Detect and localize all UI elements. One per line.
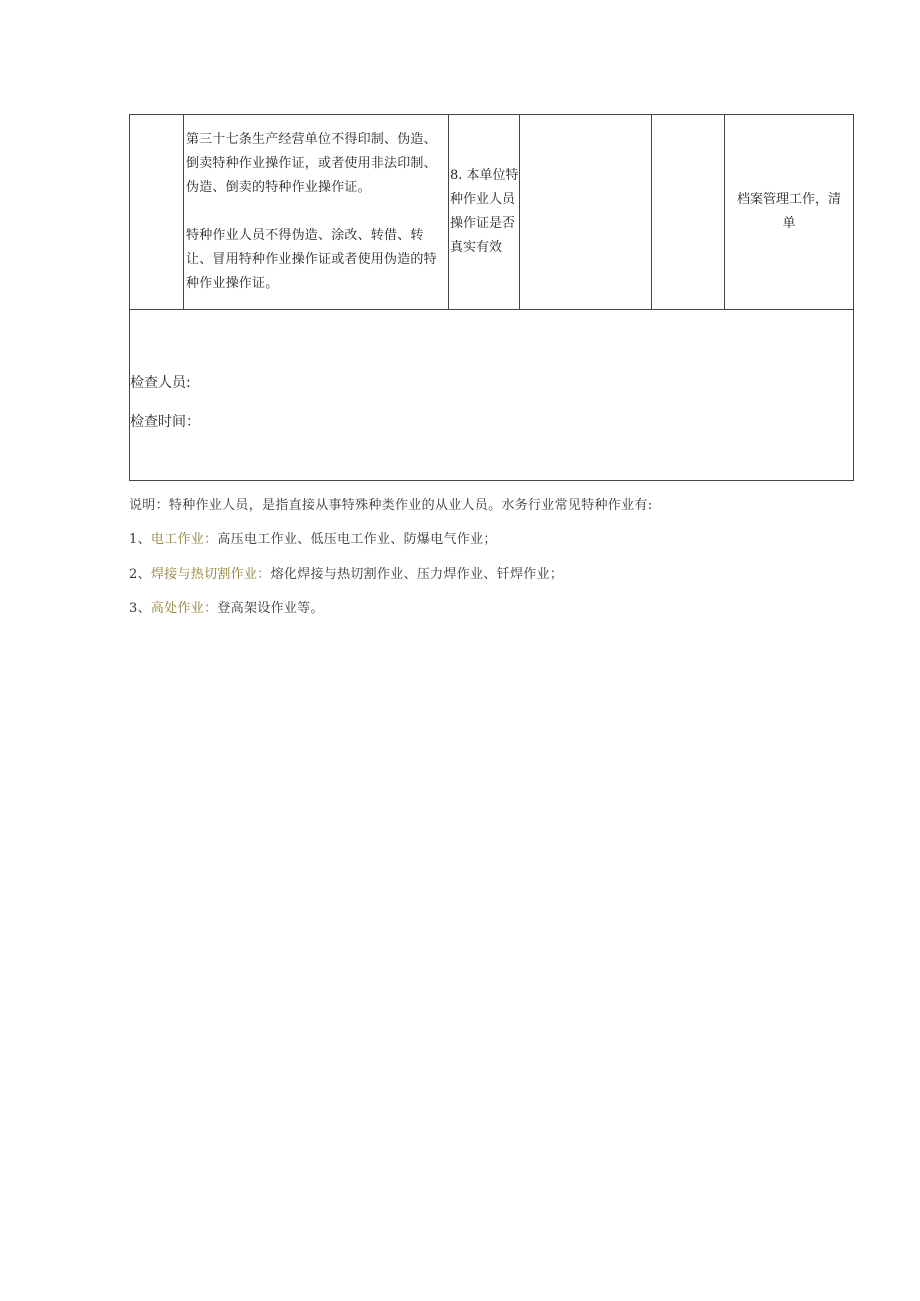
notes-line-number: 1、 xyxy=(129,532,151,547)
notes-line-number: 3、 xyxy=(129,601,151,616)
regulation-clause-paragraph-2: 特种作业人员不得伪造、涂改、转借、转让、冒用特种作业操作证或者使用伪造的特种作业操作证。 xyxy=(186,228,437,291)
empty-cell xyxy=(130,115,184,310)
notes-line-number: 2、 xyxy=(129,567,151,582)
regulation-clause-cell xyxy=(184,115,449,310)
notes-line-1 xyxy=(129,528,497,547)
inspection-time-label: 检查时间： xyxy=(130,414,200,430)
notes-line-3 xyxy=(129,597,324,616)
notes-intro: 说明：特种作业人员，是指直接从事特殊种类作业的从业人员。水务行业常见特种作业有: xyxy=(129,498,653,513)
inspection-table xyxy=(129,114,854,481)
notes-line-2 xyxy=(129,563,563,582)
remark-cell: 档案管理工作，清单 xyxy=(725,115,854,310)
signature-row xyxy=(130,310,854,481)
notes-description: 熔化焊接与热切割作业、压力焊作业、钎焊作业； xyxy=(270,567,564,582)
signature-cell xyxy=(130,310,854,481)
empty-cell xyxy=(520,115,652,310)
notes-category: 焊接与热切割作业： xyxy=(150,567,271,582)
notes-description: 高压电工作业、低压电工作业、防爆电气作业； xyxy=(217,532,497,547)
check-item-cell: 8. 本单位特种作业人员操作证是否真实有效 xyxy=(449,115,520,310)
notes-category: 高处作业： xyxy=(150,601,218,616)
notes-description: 登高架设作业等。 xyxy=(217,601,324,616)
inspector-label: 检查人员: xyxy=(130,375,191,391)
empty-cell xyxy=(652,115,725,310)
notes-category: 电工作业： xyxy=(150,532,218,547)
regulation-clause-paragraph-1: 第三十七条生产经营单位不得印制、伪造、倒卖特种作业操作证，或者使用非法印制、伪造、倒卖的特种作业操作证。 xyxy=(186,132,437,195)
table-row xyxy=(130,115,854,310)
